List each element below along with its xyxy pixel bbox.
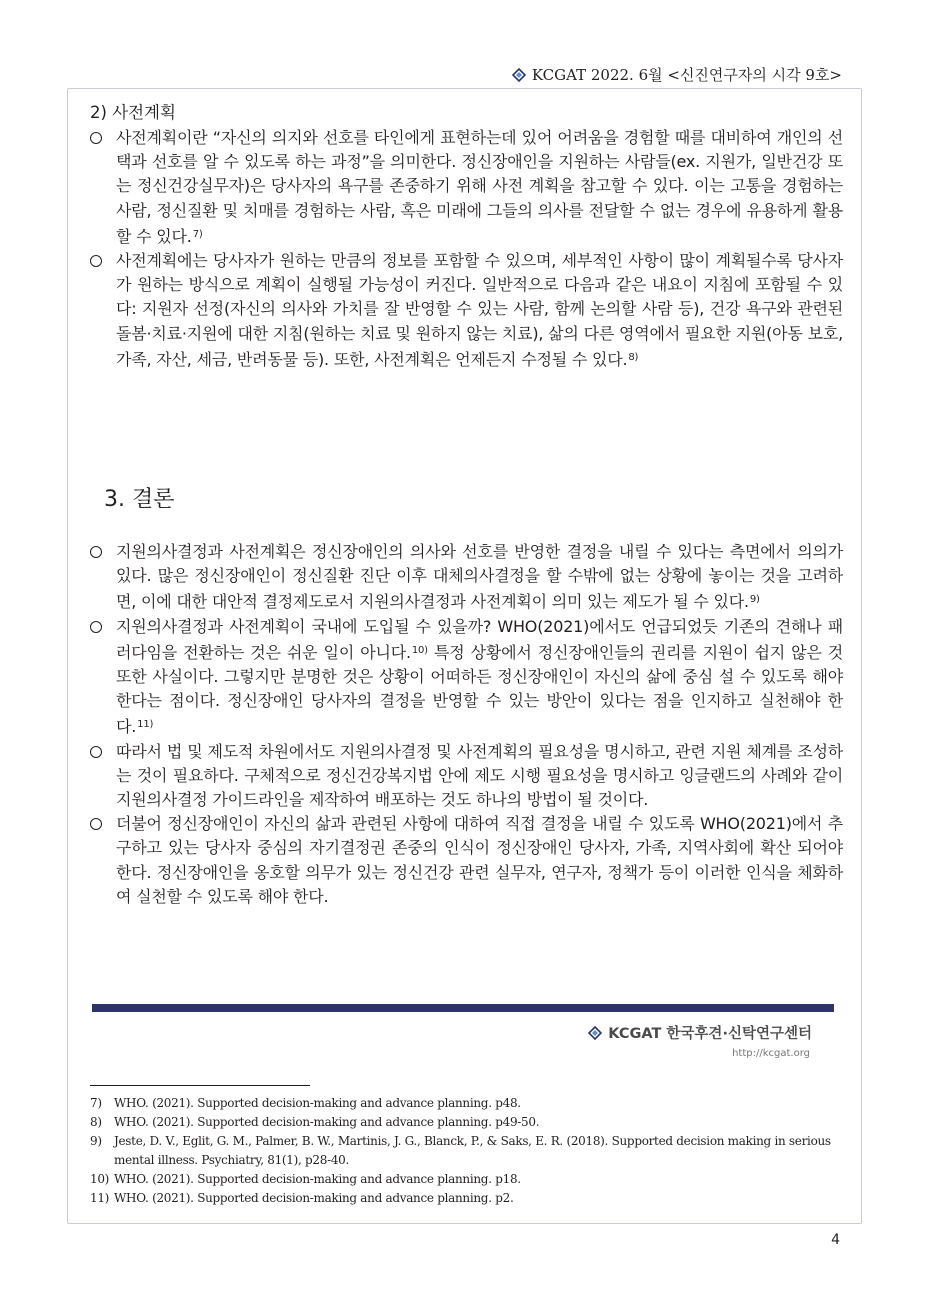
footnote-ref[interactable]: 10): [411, 644, 428, 656]
divider-bar: [92, 1004, 834, 1012]
circle-bullet-icon: [90, 818, 102, 830]
footnote-text: WHO. (2021). Supported decision-making and advance planning. p2.: [114, 1191, 514, 1205]
logo-name: KCGAT 한국후견·신탁연구센터: [608, 1026, 812, 1042]
footnote-ref[interactable]: 7): [192, 228, 203, 240]
footnote-text: WHO. (2021). Supported decision-making and advance planning. p18.: [114, 1172, 521, 1186]
subsection-title: 2) 사전계획: [90, 103, 176, 122]
running-header: [512, 64, 842, 85]
bullet-text: 더불어 정신장애인이 자신의 삶과 관련된 사항에 대하여 직접 결정을 내릴 수 있도록 WHO(2021)에서 추구하고 있는 당사자 중심의 자기결정권 존중의 인식이 정신장애인 당사자, 가족, 지역사회에 확산 되어야 한다. 정신장애인을 옹호할 의무가 있는 정신건강 관련 실무자, 연구자, 정책가 등이 이러한 인식을 체화하여 실천할 수 있도록 해야 한다.: [116, 814, 844, 906]
footnote-text: Jeste, D. V., Eglit, G. M., Palmer, B. W., Martinis, J. G., Blanck, P., & Saks, E. R. (2018). Supported decision making in serious mental illness. Psychiatry, 81(1), p28-40.: [114, 1134, 831, 1167]
section-heading: 3. 결론: [104, 487, 175, 512]
kcgat-logo: [588, 1022, 812, 1043]
circle-bullet-icon: [90, 255, 102, 267]
footnote: [90, 1189, 842, 1208]
footnote-text: WHO. (2021). Supported decision-making and advance planning. p48.: [114, 1096, 521, 1110]
page-number: 4: [831, 1232, 840, 1248]
footnotes: [90, 1094, 842, 1208]
footnote: [90, 1132, 842, 1170]
bullet-text: 지원의사결정과 사전계획이 국내에 도입될 수 있을까? WHO(2021)에서도 언급되었듯 기존의 견해나 패러다임을 전환하는 것은 쉬운 일이 아니다.: [116, 616, 843, 662]
footnote-number: 7): [90, 1096, 102, 1110]
footnote: [90, 1094, 842, 1113]
footnote-number: 10): [90, 1172, 110, 1186]
bullet-item: [88, 249, 843, 372]
bullet-item: [88, 740, 843, 813]
bullet-text: 따라서 법 및 제도적 차원에서도 지원의사결정 및 사전계획의 필요성을 명시하고, 관련 지원 체계를 조성하는 것이 필요하다. 구체적으로 정신건강복지법 안에 제도 시행 필요성을 명시하고 잉글랜드의 사례와 같이 지원의사결정 가이드라인을 제작하여 배포하는 것도 하나의 방법이 될 것이다.: [116, 741, 843, 810]
footnote-number: 8): [90, 1115, 102, 1129]
diamond-logo-icon: [512, 68, 526, 82]
footnote-ref[interactable]: 8): [628, 351, 639, 363]
footnote-ref[interactable]: 11): [137, 719, 154, 731]
bullet-text: 사전계획에는 당사자가 원하는 만큼의 정보를 포함할 수 있으며, 세부적인 사항이 많이 계획될수록 당사자가 원하는 방식으로 계획이 실행될 가능성이 커진다. 일반적으로 다음과 같은 내요이 지침에 포함될 수 있다: 지원자 선정(자신의 의사와 가치를 잘 반영할 수 있는 사람, 함께 논의할 사람 등), 건강 욕구와 관련된 돌봄·치료·지원에 대한 지침(원하는 치료 및 원하지 않는 치료), 삶의 다른 영역에서 필요한 지원(아동 보호, 가족, 자산, 세금, 반려동물 등). 또한, 사전계획은 언제든지 수정될 수 있다.: [116, 251, 843, 369]
diamond-logo-icon: [588, 1026, 602, 1040]
bullet-text-cont: 특정 상황에서 정신장애인들의 권리를 지원이 쉽지 않은 것 또한 사실이다. 그렇지만 분명한 것은 상황이 어떠하든 정신장애인이 자신의 삶에 중심 설 수 있도록 해야 한다는 점이다. 정신장애인 당사자의 결정을 반영할 수 있는 방안이 있다는 점을 인지하고 실천해야 한다.: [116, 642, 844, 737]
bullet-text: 사전계획이란 “자신의 의지와 선호를 타인에게 표현하는데 있어 어려움을 경험할 때를 대비하여 개인의 선택과 선호를 알 수 있도록 하는 과정”을 의미한다. 정신장애인을 지원하는 사람들(ex. 지원가, 일반건강 또는 정신건강실무자)은 당사자의 욕구를 존중하기 위해 사전 계획을 참고할 수 있다. 이는 고통을 경험하는 사람, 정신질환 및 치매를 경험하는 사람, 혹은 미래에 그들의 의사를 전달할 수 없는 경우에 유용하게 활용할 수 있다.: [116, 128, 843, 246]
bullet-text: 지원의사결정과 사전계획은 정신장애인의 의사와 선호를 반영한 결정을 내릴 수 있다는 측면에서 의의가 있다. 많은 정신장애인이 정신질환 진단 이후 대체의사결정을 할 수밖에 없는 상황에 놓이는 것을 고려하면, 이에 대한 대안적 결정제도로서 지원의사결정과 사전계획이 의미 있는 제도가 될 수 있다.: [116, 542, 844, 612]
footnote-text: WHO. (2021). Supported decision-making and advance planning. p49-50.: [114, 1115, 540, 1129]
header-text: KCGAT 2022. 6월 <신진연구자의 시각 9호>: [531, 66, 842, 84]
circle-bullet-icon: [90, 746, 102, 758]
footnote: [90, 1170, 842, 1189]
bullet-item: [88, 615, 843, 740]
circle-bullet-icon: [90, 546, 102, 558]
section-conclusion: [88, 540, 843, 909]
circle-bullet-icon: [90, 621, 102, 633]
bullet-list: [88, 540, 843, 909]
circle-bullet-icon: [90, 132, 102, 144]
bullet-item: [88, 126, 843, 249]
footnote-ref[interactable]: 9): [749, 594, 760, 606]
footnote: [90, 1113, 842, 1132]
footnote-number: 9): [90, 1134, 102, 1148]
footnote-divider: [90, 1085, 310, 1086]
section-advance-planning: [88, 100, 843, 372]
bullet-list: [88, 126, 843, 372]
bullet-item: [88, 812, 843, 909]
logo-url[interactable]: http://kcgat.org: [732, 1048, 810, 1059]
bullet-item: [88, 540, 843, 615]
footnote-number: 11): [90, 1191, 110, 1205]
